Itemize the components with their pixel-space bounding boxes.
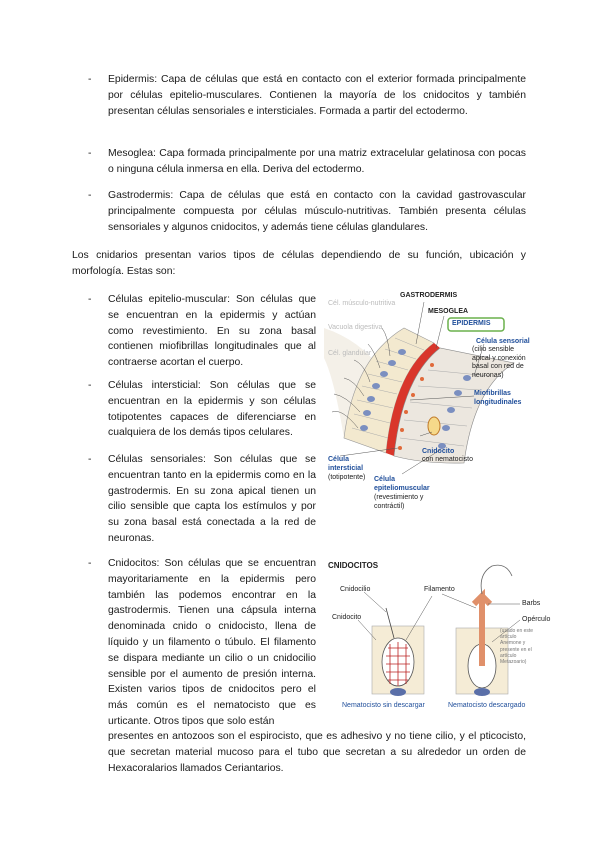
- cnidocitos-continuation: presentes en antozoos son el espirocisto, que es adhesivo y no tiene cilio, y el pticocisto, que secretan material mucoso para el tubo que secretan a su alrededor un orden de Hexacoralarios llamados Ceriantarios.: [108, 731, 526, 774]
- label-epidermis: EPIDERMIS: [452, 320, 491, 327]
- label-cnidocito-fig2: Cnidocito: [332, 614, 362, 621]
- bullet-epitelio-muscular: Células epitelio-muscular: Son células que se encuentran en la epidermis y actúan como revestimiento. En su zona basal contienen miofibrillas longitudinales que al contraerse acortan el cuerpo.: [108, 294, 316, 369]
- figure-body-wall: [324, 288, 534, 522]
- bullet-gastrodermis: Gastrodermis: Capa de células que está en contacto con la cavidad gastrovascular principalmente compuesta por células músculo-nutritivas. También presenta células sensoriales y algunos cnidocitos, y además tiene células glandulares.: [108, 190, 526, 233]
- label-intersticial: Célula intersticial: [328, 456, 364, 472]
- bullet-dash: -: [88, 190, 92, 201]
- label-intersticial-desc: (totipotente): [328, 474, 366, 481]
- label-cnidocilio: Cnidocilio: [340, 586, 371, 593]
- label-sensorial-desc: (cilio sensible apical y conexión basal con red de neuronas): [472, 346, 526, 379]
- nucleus-left: [390, 688, 406, 696]
- nucleus-right: [474, 688, 490, 696]
- label-sensorial-title: Célula sensorial: [476, 338, 530, 345]
- bullet-dash: -: [88, 454, 92, 465]
- cnidocito-cell: [428, 417, 440, 435]
- bullet-dash: -: [88, 380, 92, 391]
- faint-label: Cél. músculo-nutritiva: [328, 300, 396, 307]
- intro-paragraph: Los cnidarios presentan varios tipos de células dependiendo de su función, ubicación y morfología. Estas son:: [72, 250, 526, 277]
- label-epitelio: Célula epiteliomuscular: [374, 476, 430, 492]
- bullet-epidermis: Epidermis: Capa de células que está en contacto con el exterior formada principalmente por células epitelio-musculares. Contienen la mayoría de los cnidocitos y también presentan células sensoriales e intersticiales. Formada a partir del ectodermo.: [108, 74, 526, 117]
- label-barbs: Barbs: [522, 600, 541, 607]
- label-cnidocito-desc: con nematocisto: [422, 456, 473, 463]
- bullet-sensoriales: Células sensoriales: Son células que se encuentran tanto en la epidermis como en la gastrodermis. En su zona apical tienen un cilio sensible que capta los estímulos y por su zona basal está conectada a la red de neuronas.: [108, 454, 316, 544]
- bullet-dash: -: [88, 148, 92, 159]
- bullet-intersticial: Células intersticial: Son células que se encuentran en la epidermis y son células totipotentes capaces de diferenciarse en cualquiera de los demás tipos celulares.: [108, 380, 316, 439]
- bullet-dash: -: [88, 74, 92, 85]
- label-note: (usado en este artículo Anemone y presente en el artículo Metazoario): [500, 628, 534, 666]
- filament-right: [481, 565, 512, 594]
- faint-label: Cél. glandular: [328, 350, 372, 357]
- caption-right: Nematocisto descargado: [448, 702, 526, 709]
- figure-cnidocitos: [324, 556, 551, 716]
- faint-label: Vacuola digestiva: [328, 324, 383, 331]
- caption-left: Nematocisto sin descargar: [342, 702, 425, 709]
- label-filamento: Filamento: [424, 586, 455, 593]
- bullet-dash: -: [88, 558, 92, 569]
- label-epitelio-desc: (revestimiento y contráctil): [374, 494, 424, 510]
- label-cnidocito: Cnidocito: [422, 448, 455, 455]
- bullet-cnidocitos: Cnidocitos: Son células que se encuentran mayoritariamente en la epidermis pero también las podemos encontrar en la gastrodermis. Tienen una cápsula interna denominada cnido o cnidocisto, llena de líquido y un filamento o túbulo. El filamento se dispara mediante un cilio o un cnidocilio sensible por el aumento de presión interna. Existen varios tipos de cnidocitos pero el más común es el nematocisto que es urticante. Otros tipos que solo están: [108, 558, 316, 727]
- label-miofibrillas: Miofibrillas longitudinales: [474, 390, 522, 406]
- coiled-filament-left: [386, 642, 410, 686]
- cnidocitos-title: CNIDOCITOS: [328, 561, 379, 570]
- label-gastrodermis: GASTRODERMIS: [400, 292, 458, 299]
- label-mesoglea: MESOGLEA: [428, 308, 469, 315]
- label-operculo: Opérculo: [522, 616, 551, 623]
- bullet-dash: -: [88, 294, 92, 305]
- bullet-mesoglea: Mesoglea: Capa formada principalmente por una matriz extracelular gelatinosa con pocas o ninguna célula inmersa en ella. Deriva del ectodermo.: [108, 148, 526, 175]
